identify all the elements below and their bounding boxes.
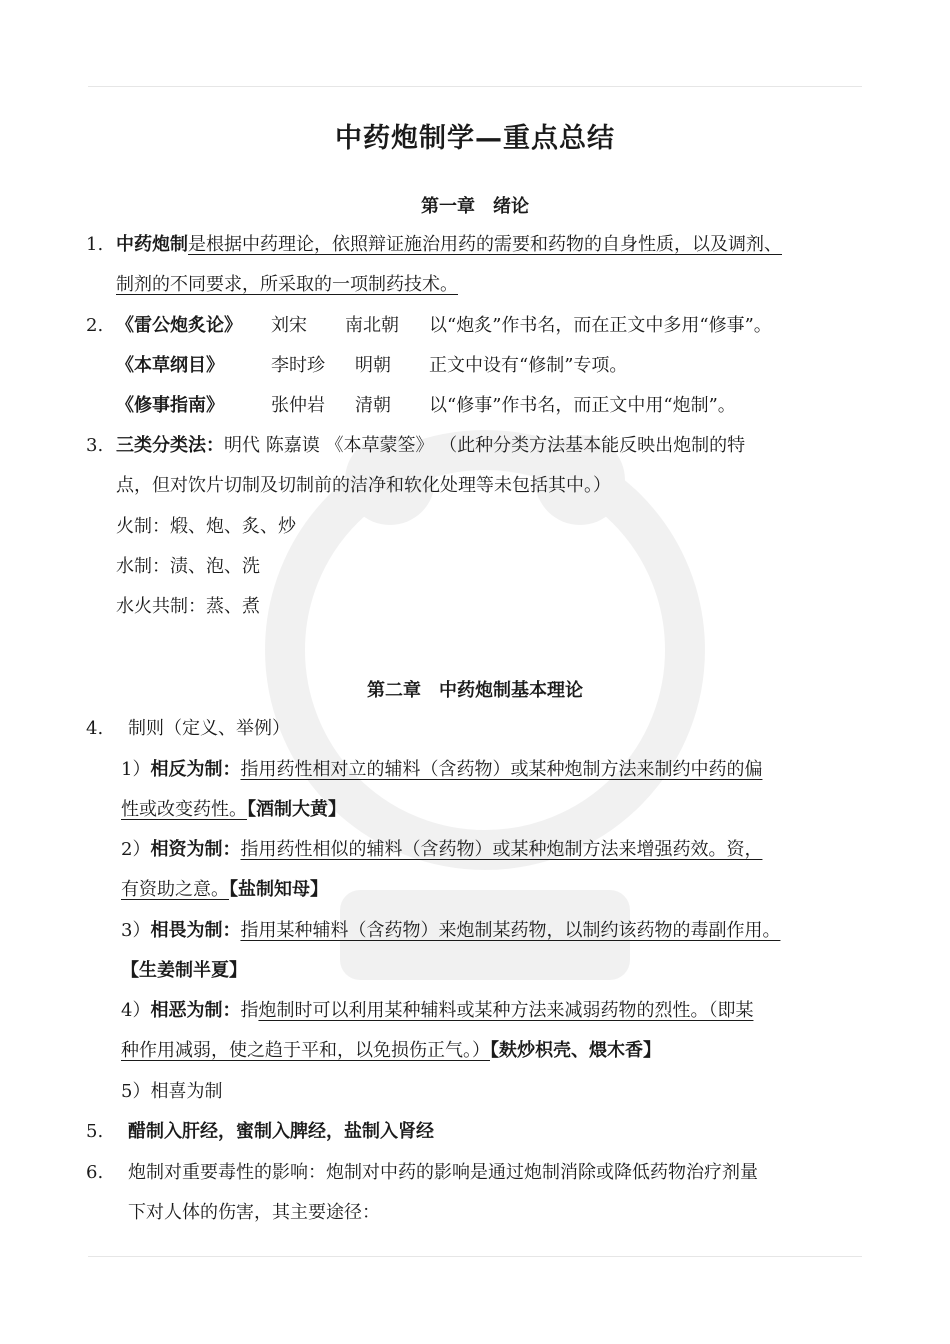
book-author: 张仲岩 [271,395,325,416]
book-note: 以“炮炙”作书名，而在正文中多用“修事”。 [429,315,772,336]
book-author: 李时珍 [271,355,325,376]
item-1-line-2: 制剂的不同要求，所采取的一项制药技术。 [116,274,458,295]
item-1-term: 中药炮制 [116,234,188,255]
sub-1-line-1: 1）相反为制：指用药性相对立的辅料（含药物）或某种炮制方法来制约中药的偏 [121,759,763,780]
item-3-number: 3. [86,435,104,456]
fire-methods: 火制：煅、炮、炙、炒 [116,516,296,537]
book-title: 《本草纲目》 [116,355,224,376]
book-note: 正文中设有“修制”专项。 [429,355,628,376]
item-3-label: 三类分类法： [116,435,224,456]
book-dynasty: 南北朝 [345,315,399,336]
item-6-line-2: 下对人体的伤害，其主要途径： [128,1202,380,1223]
bottom-divider [88,1256,862,1257]
sub-2-example: 【盐制知母】 [229,879,328,900]
sub-5: 5）相喜为制 [121,1081,223,1102]
item-3-line-1: 三类分类法：明代 陈嘉谟 《本草蒙筌》 （此种分类方法基本能反映出炮制的特 [116,435,746,456]
item-5-number: 5. [86,1121,104,1142]
sub-2-term: 相资为制： [150,839,241,860]
book-dynasty: 明朝 [355,355,391,376]
sub-3-example: 【生姜制半夏】 [121,960,247,981]
item-1-number: 1. [86,234,104,255]
chapter-2-heading: 第二章 中药炮制基本理论 [367,680,583,701]
item-4-number: 4. [86,718,104,739]
sub-1-example: 【酒制大黄】 [247,799,346,820]
book-title: 《修事指南》 [116,395,224,416]
item-1-line-1 [116,232,782,258]
item-3-line-2: 点，但对饮片切制及切制前的洁净和软化处理等未包括其中。） [116,475,611,496]
water-methods: 水制：渍、泡、洗 [116,556,260,577]
sub-2-line-1: 2）相资为制：指用药性相似的辅料（含药物）或某种炮制方法来增强药效。资， [121,839,763,860]
item-6-line-1: 炮制对重要毒性的影响：炮制对中药的影响是通过炮制消除或降低药物治疗剂量 [128,1162,758,1183]
book-dynasty: 清朝 [355,395,391,416]
item-6-number: 6. [86,1162,104,1183]
item-5-text: 醋制入肝经，蜜制入脾经，盐制入肾经 [128,1121,434,1142]
book-row-1 [116,313,772,339]
sub-4-line-2: 种作用减弱，使之趋于平和，以免损伤正气。）【麸炒枳壳、煨木香】 [121,1040,661,1061]
book-title: 《雷公炮炙论》 [116,315,242,336]
item-4-label: 制则（定义、举例） [128,718,290,739]
sub-4-term: 相恶为制： [150,1000,241,1021]
top-divider [88,86,862,87]
book-row-2 [116,353,627,379]
book-note: 以“修事”作书名，而正文中用“炮制”。 [429,395,736,416]
item-2-number: 2. [86,315,104,336]
sub-4-example: 【麸炒枳壳、煨木香】 [490,1040,661,1061]
sub-3-line-1: 3）相畏为制：指用某种辅料（含药物）来炮制某药物，以制约该药物的毒副作用。 [121,920,781,941]
item-1-definition: 是根据中药理论，依照辩证施治用药的需要和药物的自身性质，以及调剂、 [188,234,782,255]
book-author: 刘宋 [271,315,307,336]
page-title: 中药炮制学—重点总结 [335,123,615,154]
sub-3-term: 相畏为制： [150,920,241,941]
sub-1-line-2: 性或改变药性。【酒制大黄】 [121,799,346,820]
sub-3-line-2 [121,958,247,984]
book-row-3 [116,393,736,419]
sub-2-line-2: 有资助之意。【盐制知母】 [121,879,328,900]
sub-1-term: 相反为制： [150,759,241,780]
chapter-1-heading: 第一章 绪论 [421,196,529,217]
water-fire-methods: 水火共制：蒸、煮 [116,596,260,617]
sub-4-line-1: 4）相恶为制：指炮制时可以利用某种辅料或某种方法来减弱药物的烈性。（即某 [121,1000,754,1021]
